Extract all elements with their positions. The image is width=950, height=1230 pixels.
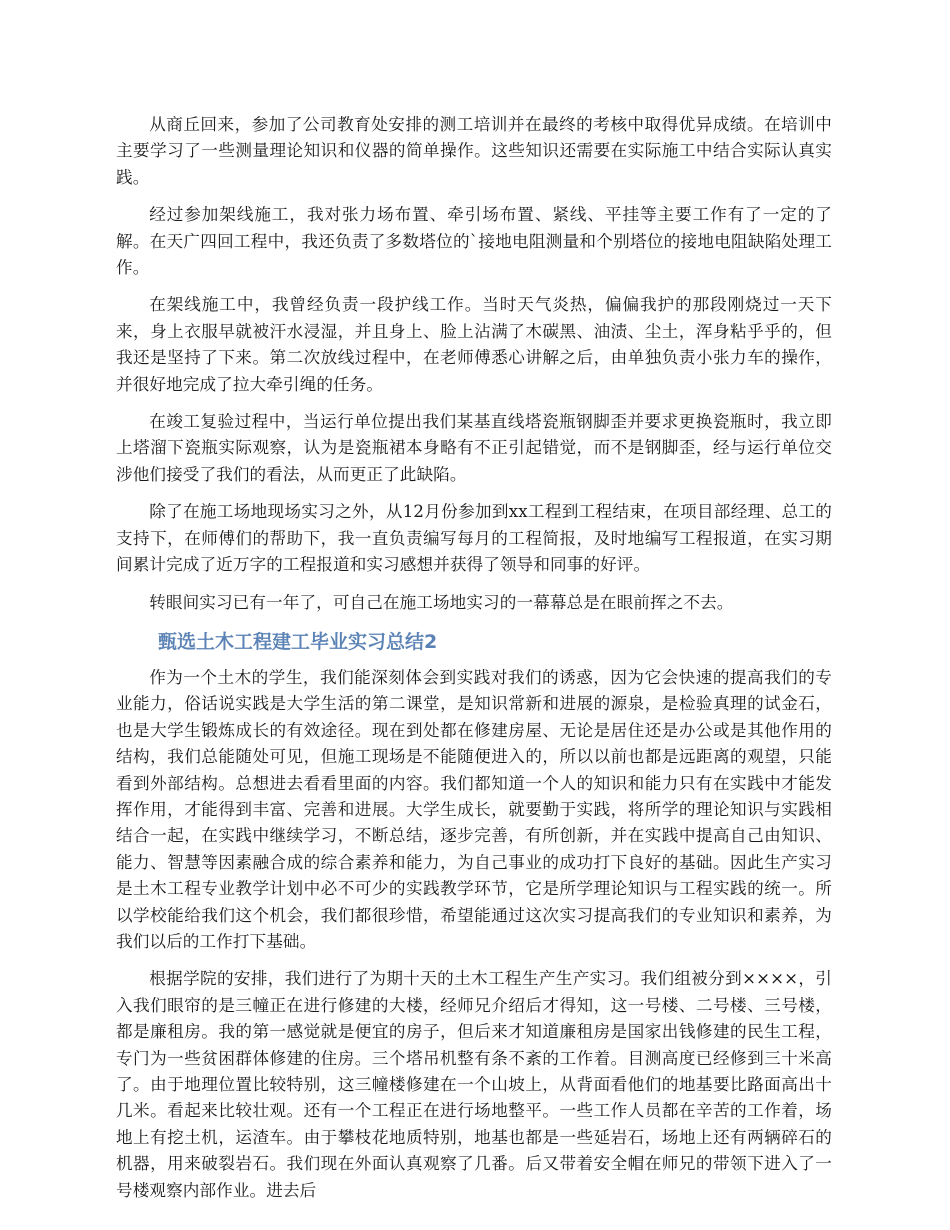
paragraph-stringing-construction: 经过参加架线施工，我对张力场布置、牵引场布置、紧线、平挂等主要工作有了一定的了解。在天广四回工程中，我还负责了多数塔位的`接地电阻测量和个别塔位的接地电阻缺陷处理工作。 — [116, 205, 832, 278]
section-heading: 甄选土木工程建工毕业实习总结2 — [158, 630, 438, 653]
paragraph-value-of-practice: 作为一个土木的学生，我们能深刻体会到实践对我们的诱惑，因为它会快速的提高我们的专业能力，俗话说实践是大学生活的第二课堂，是知识常新和进展的源泉，是检验真理的试金石，也是大学生锻炼成长的有效途径。现在到处都在修建房屋、无论是居住还是办公或是其他作用的结构，我们总能随处可见，但施工现场是不能随便进入的，所以以前也都是远距离的观望，只能看到外部结构。总想进去看看里面的内容。我们都知道一个人的知识和能力只有在实践中才能发挥作用，才能得到丰富、完善和进展。大学生成长，就要勤于实践，将所学的理论知识与实践相结合一起，在实践中继续学习，不断总结，逐步完善，有所创新，并在实践中提高自己由知识、能力、智慧等因素融合成的综合素养和能力，为自己事业的成功打下良好的基础。因此生产实习是土木工程专业教学计划中必不可少的实践教学环节，它是所学理论知识与工程实践的统一。所以学校能给我们这个机会，我们都很珍惜，希望能通过这次实习提高我们的专业知识和素养，为我们以后的工作打下基础。 — [116, 667, 832, 951]
paragraph-project-reports: 除了在施工场地现场实习之外，从12月份参加到xx工程到工程结束，在项目部经理、总工的支持下，在师傅们的帮助下，我一直负责编写每月的工程简报，及时地编写工程报道，在实习期间累计完成了近万字的工程报道和实习感想并获得了领导和同事的好评。 — [116, 502, 832, 575]
paragraph-site-visit: 根据学院的安排，我们进行了为期十天的土木工程生产生产实习。我们组被分到××××，引入我们眼帘的是三幢正在进行修建的大楼，经师兄介绍后才得知，这一号楼、二号楼、三号楼，都是廉租房。我的第一感觉就是便宜的房子，但后来才知道廉租房是国家出钱修建的民生工程，专门为一些贫困群体修建的住房。三个塔吊机整有条不紊的工作着。目测高度已经修到三十米高了。由于地理位置比较特别，这三幢楼修建在一个山坡上，从背面看他们的地基要比路面高出十几米。看起来比较壮观。还有一个工程正在进行场地整平。一些工作人员都在辛苦的工作着，场地上有挖土机，运渣车。由于攀枝花地质特别，地基也都是一些延岩石，场地上还有两辆碎石的机器，用来破裂岩石。我们现在外面认真观察了几番。后又带着安全帽在师兄的带领下进入了一号楼观察内部作业。进去后 — [116, 969, 832, 1200]
paragraph-one-year-reflection: 转眼间实习已有一年了，可自己在施工场地实习的一幕幕总是在眼前挥之不去。 — [149, 592, 734, 612]
paragraph-completion-inspection: 在竣工复验过程中，当运行单位提出我们某基直线塔瓷瓶钢脚歪并要求更换瓷瓶时，我立即上塔溜下瓷瓶实际观察，认为是瓷瓶裙本身略有不正引起错觉，而不是钢脚歪，经与运行单位交涉他们接受了我们的看法，从而更正了此缺陷。 — [116, 412, 832, 484]
paragraph-return-from-shangqiu: 从商丘回来，参加了公司教育处安排的测工培训并在最终的考核中取得优异成绩。在培训中主要学习了一些测量理论知识和仪器的简单操作。这些知识还需要在实际施工中结合实际认真实践。 — [116, 115, 832, 187]
paragraph-line-patrol: 在架线施工中，我曾经负责一段护线工作。当时天气炎热，偏偏我护的那段刚烧过一天下来，身上衣服早就被汗水浸湿，并且身上、脸上沾满了木碳黑、油渍、尘土，浑身粘乎乎的，但我还是坚持了下来。第二次放线过程中，在老师傅悉心讲解之后，由单独负责小张力车的操作，并很好地完成了拉大牵引绳的任务。 — [116, 295, 832, 394]
